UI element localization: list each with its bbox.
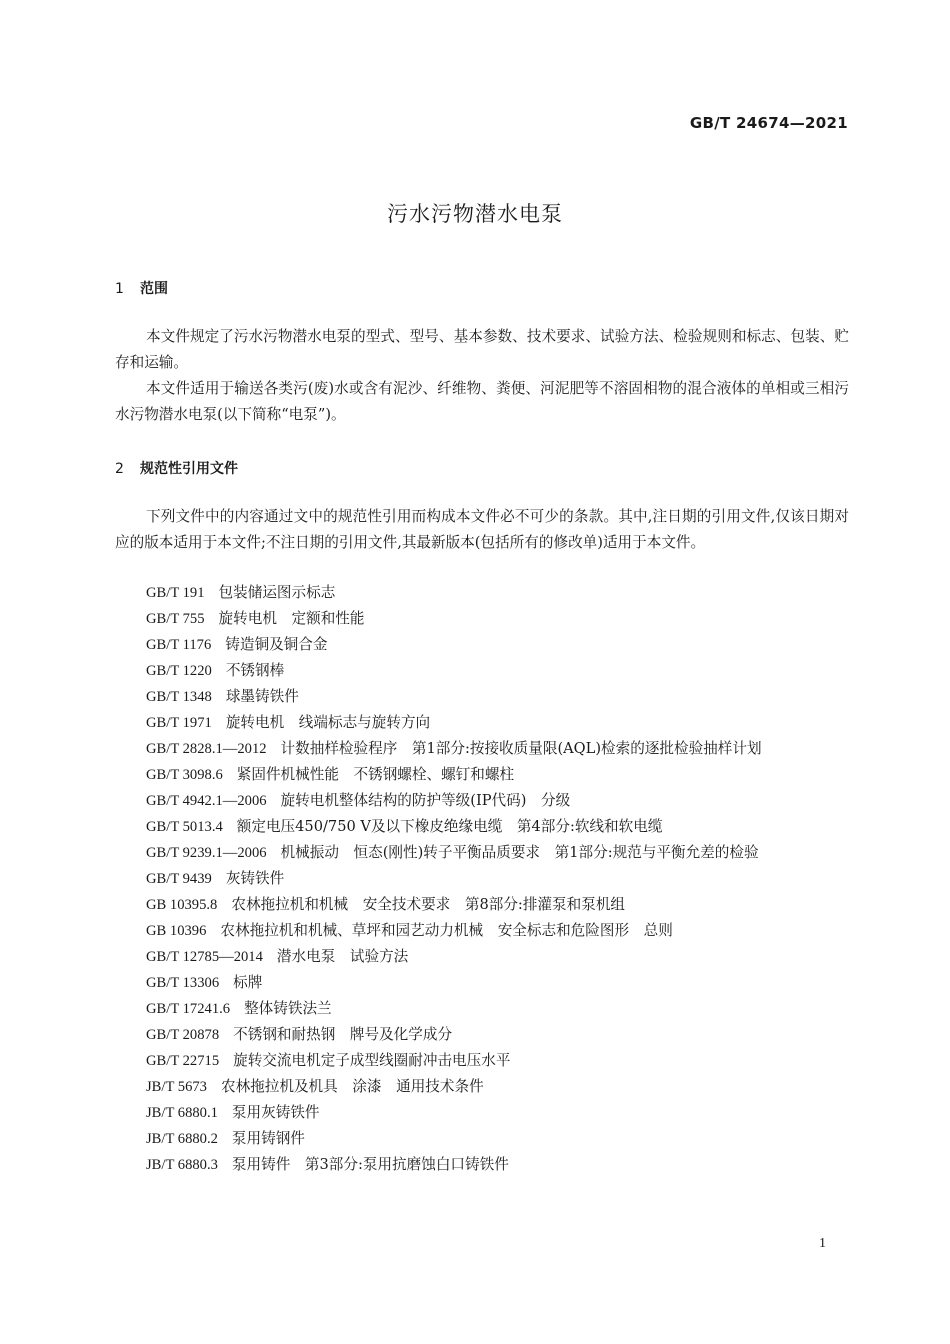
section-2-heading: [115, 458, 238, 478]
section-2-intro: 下列文件中的内容通过文中的规范性引用而构成本文件必不可少的条款。其中,注日期的引用文件,仅该日期对应的版本适用于本文件;不注日期的引用文件,其最新版本(包括所有的修改单)适用于本文件。: [115, 508, 849, 551]
reference-item: [115, 580, 849, 606]
section-1-paragraph-1: 本文件规定了污水污物潜水电泵的型式、型号、基本参数、技术要求、试验方法、检验规则和标志、包装、贮存和运输。: [115, 328, 849, 371]
reference-item: [115, 658, 849, 684]
reference-code: JB/T 6880.1: [146, 1105, 218, 1121]
reference-code: GB/T 3098.6: [146, 767, 223, 783]
reference-item: [115, 840, 849, 866]
reference-item: [115, 866, 849, 892]
standard-number: GB/T 24674—2021: [689, 114, 848, 132]
reference-code: JB/T 6880.3: [146, 1157, 218, 1173]
reference-code: GB/T 1176: [146, 637, 212, 653]
reference-item: [115, 788, 849, 814]
reference-title: 整体铸铁法兰: [244, 1000, 332, 1017]
reference-code: GB/T 191: [146, 585, 205, 601]
reference-item: [115, 1126, 849, 1152]
section-2-number: 2: [115, 461, 124, 477]
reference-code: GB/T 9239.1—2006: [146, 845, 267, 861]
reference-item: [115, 632, 849, 658]
reference-item: [115, 606, 849, 632]
section-2-title: 规范性引用文件: [140, 461, 238, 477]
reference-title: 铸造铜及铜合金: [225, 636, 328, 653]
reference-title: 农林拖拉机和机械、草坪和园艺动力机械 安全标志和危险图形 总则: [220, 922, 673, 939]
document-title: 污水污物潜水电泵: [387, 202, 563, 226]
reference-code: JB/T 6880.2: [146, 1131, 218, 1147]
page-number: 1: [819, 1236, 826, 1251]
reference-item: [115, 944, 849, 970]
reference-code: GB/T 4942.1—2006: [146, 793, 267, 809]
reference-code: JB/T 5673: [146, 1079, 207, 1095]
reference-title: 旋转电机 线端标志与旋转方向: [225, 714, 431, 731]
reference-title: 额定电压450/750 V及以下橡皮绝缘电缆 第4部分:软线和软电缆: [236, 818, 663, 835]
reference-item: [115, 1048, 849, 1074]
reference-title: 农林拖拉机和机械 安全技术要求 第8部分:排灌泵和泵机组: [231, 896, 626, 913]
reference-title: 灰铸铁件: [225, 870, 285, 887]
reference-item: [115, 918, 849, 944]
reference-title: 计数抽样检验程序 第1部分:按接收质量限(AQL)检索的逐批检验抽样计划: [280, 740, 762, 757]
reference-title: 泵用铸钢件: [231, 1130, 305, 1147]
reference-title: 不锈钢和耐热钢 牌号及化学成分: [233, 1026, 453, 1043]
reference-code: GB/T 12785—2014: [146, 949, 263, 965]
normative-references-list: [115, 580, 849, 1178]
reference-item: [115, 814, 849, 840]
reference-code: GB/T 1348: [146, 689, 212, 705]
reference-title: 标牌: [233, 974, 263, 991]
reference-title: 球墨铸铁件: [225, 688, 299, 705]
reference-code: GB/T 13306: [146, 975, 220, 991]
reference-code: GB/T 9439: [146, 871, 212, 887]
reference-item: [115, 684, 849, 710]
reference-title: 机械振动 恒态(刚性)转子平衡品质要求 第1部分:规范与平衡允差的检验: [280, 844, 759, 861]
reference-code: GB/T 1220: [146, 663, 212, 679]
reference-code: GB/T 1971: [146, 715, 212, 731]
reference-code: GB/T 5013.4: [146, 819, 223, 835]
section-1-heading: [115, 278, 168, 298]
reference-title: 包装储运图示标志: [218, 584, 336, 601]
reference-item: [115, 970, 849, 996]
reference-code: GB/T 22715: [146, 1053, 220, 1069]
reference-item: [115, 1074, 849, 1100]
section-1-paragraph-2: 本文件适用于输送各类污(废)水或含有泥沙、纤维物、粪便、河泥肥等不溶固相物的混合液体的单相或三相污水污物潜水电泵(以下简称“电泵”)。: [115, 380, 849, 423]
reference-item: [115, 762, 849, 788]
reference-item: [115, 996, 849, 1022]
reference-title: 不锈钢棒: [225, 662, 285, 679]
reference-title: 旋转交流电机定子成型线圈耐冲击电压水平: [233, 1052, 511, 1069]
reference-code: GB/T 20878: [146, 1027, 220, 1043]
reference-item: [115, 892, 849, 918]
reference-title: 潜水电泵 试验方法: [276, 948, 409, 965]
reference-code: GB 10395.8: [146, 897, 218, 913]
reference-item: [115, 1100, 849, 1126]
reference-code: GB 10396: [146, 923, 207, 939]
reference-title: 紧固件机械性能 不锈钢螺栓、螺钉和螺柱: [236, 766, 515, 783]
reference-item: [115, 1152, 849, 1178]
section-1-title: 范围: [140, 281, 168, 297]
reference-item: [115, 1022, 849, 1048]
reference-title: 泵用铸件 第3部分:泵用抗磨蚀白口铸铁件: [231, 1156, 509, 1173]
reference-code: GB/T 17241.6: [146, 1001, 231, 1017]
reference-code: GB/T 755: [146, 611, 205, 627]
reference-title: 农林拖拉机及机具 涂漆 通用技术条件: [220, 1078, 484, 1095]
reference-title: 泵用灰铸铁件: [231, 1104, 320, 1121]
reference-code: GB/T 2828.1—2012: [146, 741, 267, 757]
reference-title: 旋转电机 定额和性能: [218, 610, 365, 627]
reference-item: [115, 736, 849, 762]
section-1-number: 1: [115, 281, 124, 297]
reference-item: [115, 710, 849, 736]
reference-title: 旋转电机整体结构的防护等级(IP代码) 分级: [280, 792, 571, 809]
